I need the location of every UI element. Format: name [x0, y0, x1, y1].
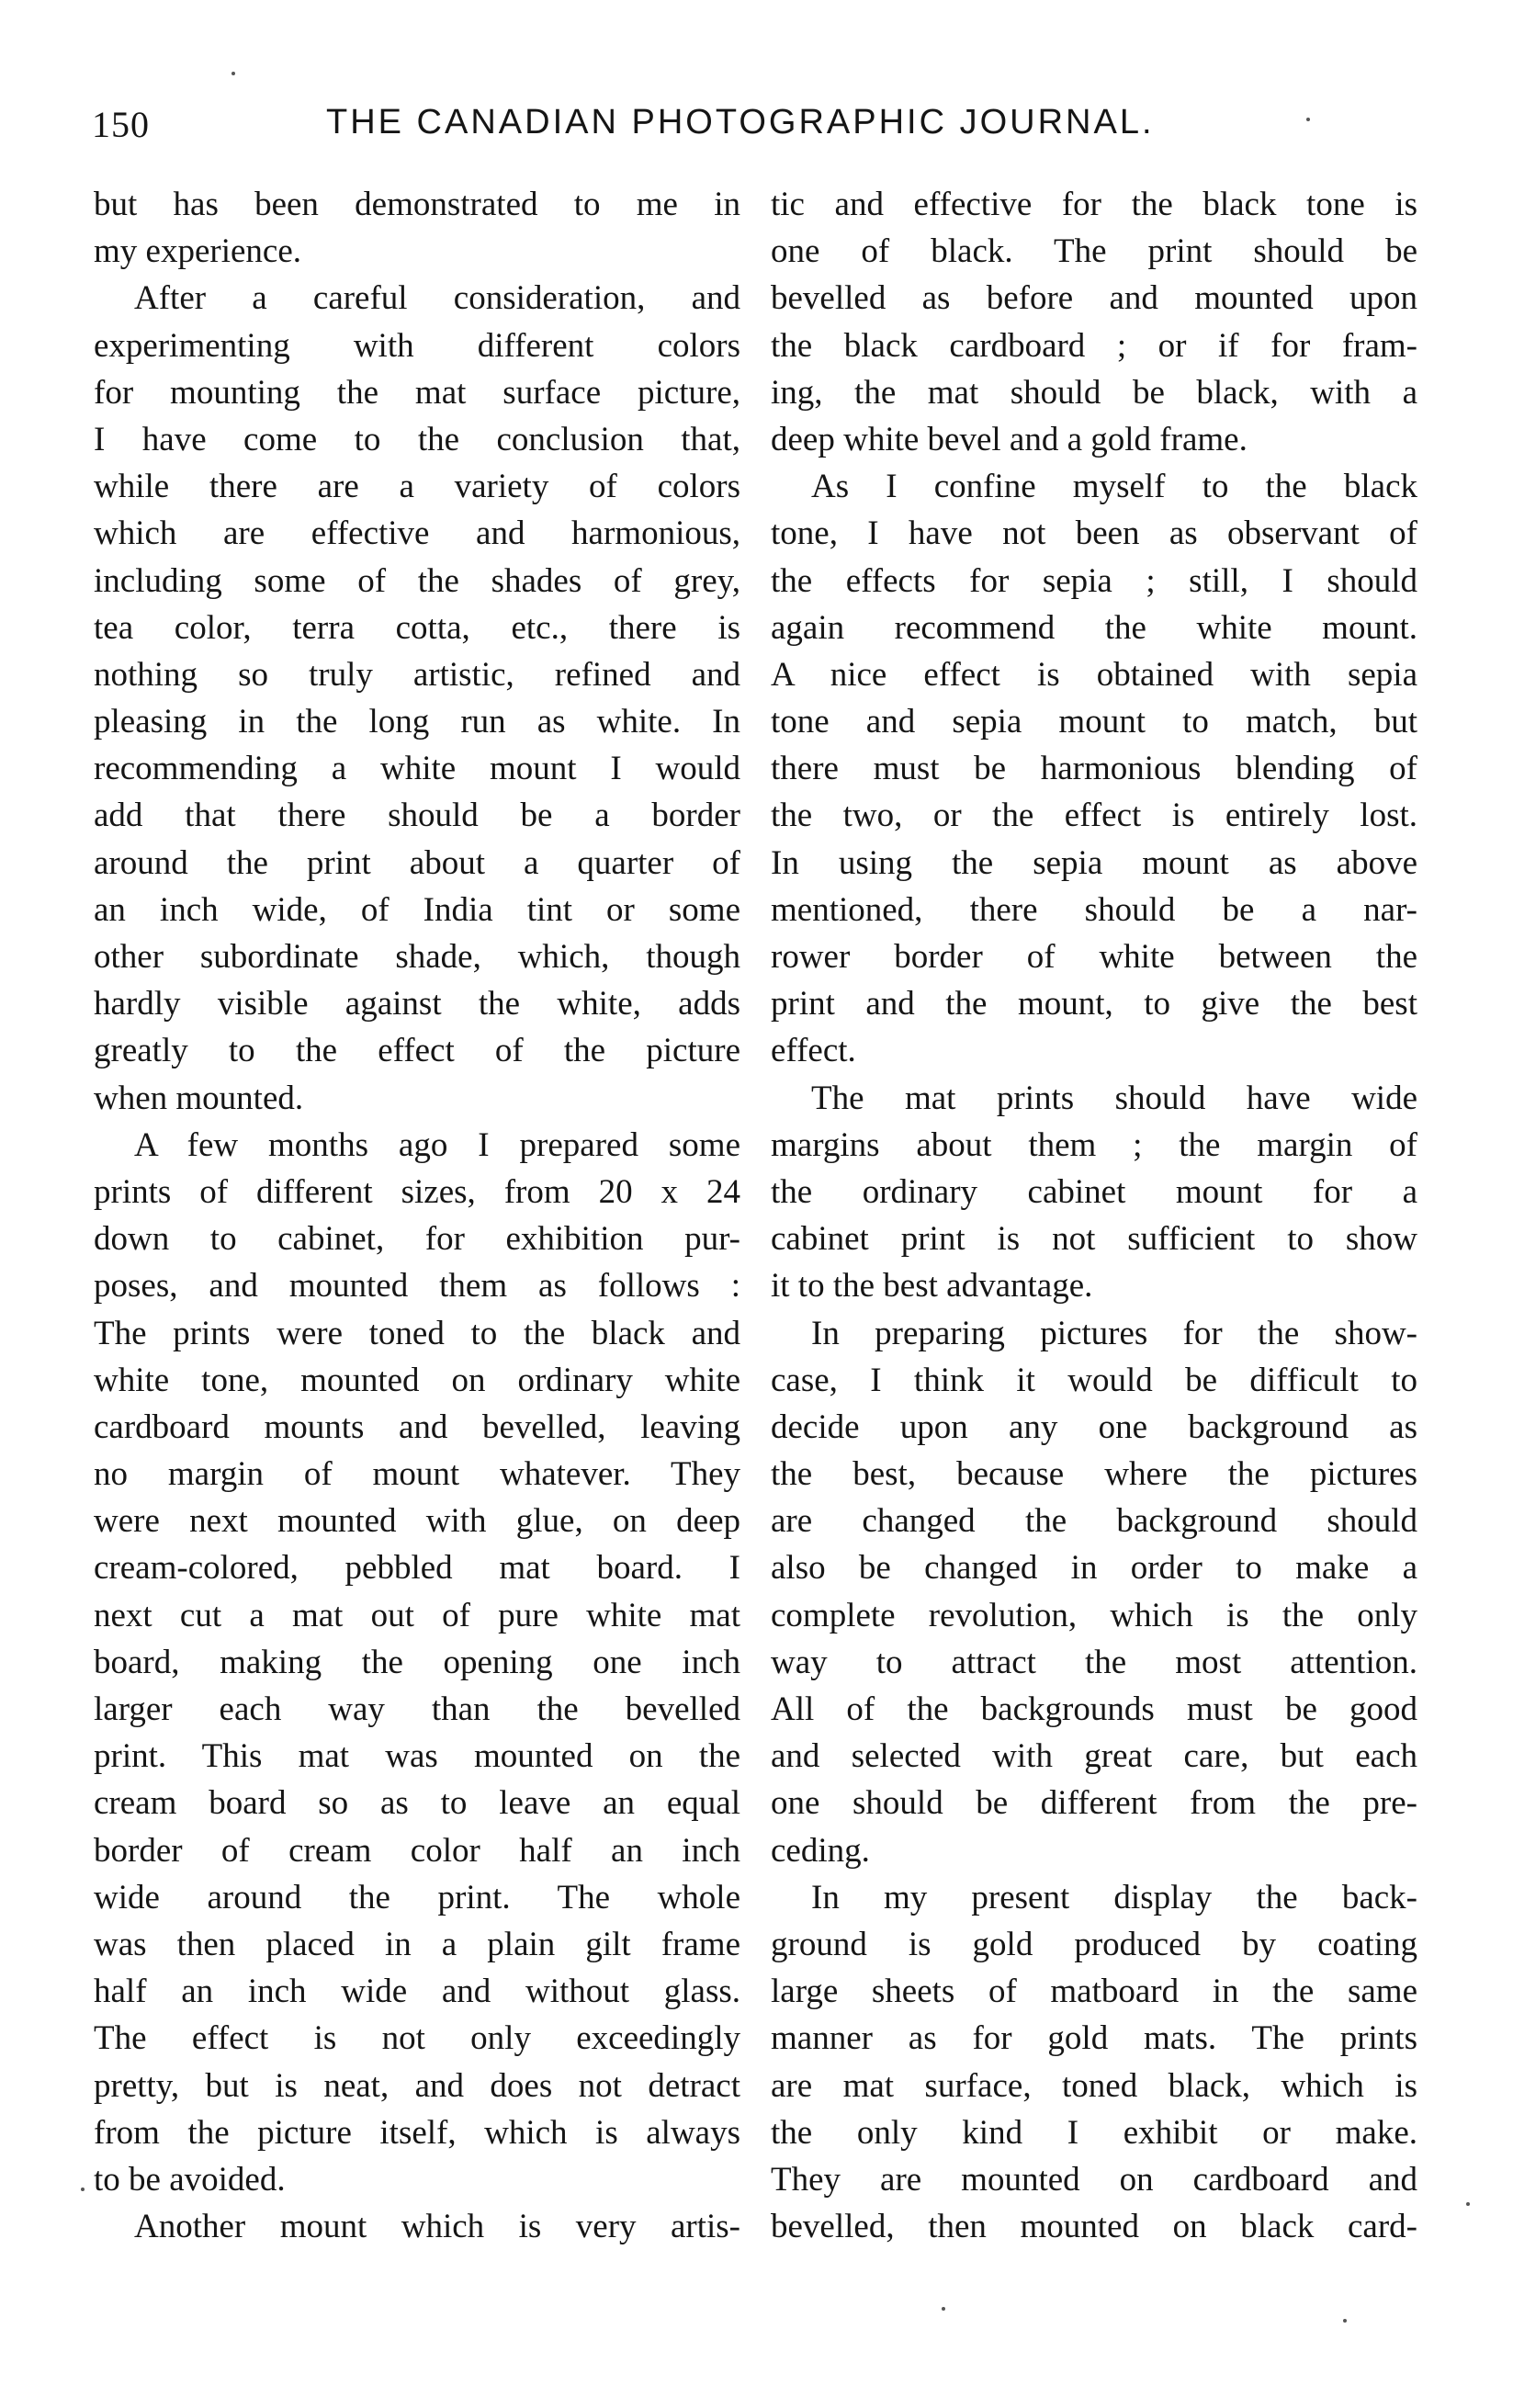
text-line: was then placed in a plain gilt frame [94, 1925, 740, 1963]
text-line: bevelled as before and mounted upon [771, 279, 1417, 318]
text-line: also be changed in order to make a [771, 1549, 1417, 1588]
text-line: tic and effective for the black tone is [771, 186, 1417, 223]
text-line: nothing so truly artistic, refined and [94, 655, 740, 694]
print-speck [1343, 2319, 1347, 2323]
text-line: while there are a variety of colors [94, 468, 740, 506]
text-line: down to cabinet, for exhibition pur- [94, 1220, 740, 1259]
text-line: the only kind I exhibit or make. [771, 2113, 1417, 2152]
page-number: 150 [92, 104, 150, 145]
text-column-left [94, 181, 740, 2250]
text-line: tea color, terra cotta, etc., there is [94, 608, 740, 647]
text-line: The mat prints should have wide [811, 1079, 1417, 1117]
text-line: poses, and mounted them as follows : [94, 1267, 740, 1306]
text-line: one should be different from the pre- [771, 1784, 1417, 1823]
text-line: the ordinary cabinet mount for a [771, 1172, 1417, 1211]
text-line: margins about them ; the margin of [771, 1125, 1417, 1164]
text-line: again recommend the white mount. [771, 608, 1417, 647]
text-line: which are effective and harmonious, [94, 514, 740, 553]
text-line: next cut a mat out of pure white mat [94, 1596, 740, 1634]
text-line: other subordinate shade, which, though [94, 938, 740, 976]
text-line: complete revolution, which is the only [771, 1596, 1417, 1634]
text-line: are changed the background should [771, 1502, 1417, 1541]
text-line: when mounted. [94, 1079, 304, 1117]
text-line: the black cardboard ; or if for fram- [771, 326, 1417, 365]
text-line: hardly visible against the white, adds [94, 985, 740, 1023]
text-line: In my present display the back- [811, 1878, 1417, 1916]
text-line: The prints were toned to the black and [94, 1314, 740, 1352]
text-line: print and the mount, to give the best [771, 985, 1417, 1023]
text-line: white tone, mounted on ordinary white [94, 1361, 740, 1399]
text-line: one of black. The print should be [771, 232, 1417, 271]
print-speck [81, 2188, 85, 2191]
text-line: All of the backgrounds must be good [771, 1690, 1417, 1728]
text-line: pleasing in the long run as white. In [94, 703, 740, 741]
text-line: and selected with great care, but each [771, 1737, 1417, 1776]
page-header [92, 103, 1424, 158]
text-line: decide upon any one background as [771, 1407, 1417, 1446]
text-line: are mat surface, toned black, which is [771, 2066, 1417, 2105]
text-line: large sheets of matboard in the same [771, 1973, 1417, 2011]
text-line: to be avoided. [94, 2160, 286, 2199]
text-line: ing, the mat should be black, with a [771, 373, 1417, 412]
text-line: rower border of white between the [771, 938, 1417, 976]
text-line: my experience. [94, 232, 301, 271]
text-line: cabinet print is not sufficient to show [771, 1220, 1417, 1259]
text-line: The effect is not only exceedingly [94, 2019, 740, 2058]
text-line: board, making the opening one inch [94, 1643, 740, 1681]
text-line: I have come to the conclusion that, [94, 420, 740, 458]
text-line: bevelled, then mounted on black card- [771, 2208, 1417, 2246]
text-line: A few months ago I prepared some [134, 1125, 740, 1164]
text-line: the two, or the effect is entirely lost. [771, 797, 1417, 835]
text-line: ground is gold produced by coating [771, 1925, 1417, 1963]
text-line: cream board so as to leave an equal [94, 1784, 740, 1823]
text-line: A nice effect is obtained with sepia [771, 655, 1417, 694]
text-line: from the picture itself, which is always [94, 2113, 740, 2152]
text-line: larger each way than the bevelled [94, 1690, 740, 1728]
text-line: print. This mat was mounted on the [94, 1737, 740, 1776]
text-line: but has been demonstrated to me in [94, 186, 740, 223]
print-speck [942, 2307, 945, 2311]
text-line: In preparing pictures for the show- [811, 1314, 1417, 1352]
text-line: were next mounted with glue, on deep [94, 1502, 740, 1541]
text-line: Another mount which is very artis- [134, 2208, 740, 2246]
text-line: As I confine myself to the black [811, 468, 1417, 506]
text-line: including some of the shades of grey, [94, 561, 740, 600]
text-line: tone, I have not been as observant of [771, 514, 1417, 553]
text-line: wide around the print. The whole [94, 1878, 740, 1916]
text-line: pretty, but is neat, and does not detract [94, 2066, 740, 2105]
text-line: the best, because where the pictures [771, 1455, 1417, 1494]
text-line: experimenting with different colors [94, 326, 740, 365]
text-line: there must be harmonious blending of [771, 750, 1417, 788]
text-line: it to the best advantage. [771, 1267, 1093, 1306]
journal-title: THE CANADIAN PHOTOGRAPHIC JOURNAL. [326, 103, 1155, 141]
text-line: mentioned, there should be a nar- [771, 890, 1417, 929]
print-speck [231, 72, 235, 75]
text-line: case, I think it would be difficult to [771, 1361, 1417, 1399]
text-line: prints of different sizes, from 20 x 24 [94, 1172, 740, 1211]
text-line: cream-colored, pebbled mat board. I [94, 1549, 740, 1588]
text-line: add that there should be a border [94, 797, 740, 835]
text-line: recommending a white mount I would [94, 750, 740, 788]
text-line: cardboard mounts and bevelled, leaving [94, 1407, 740, 1446]
text-line: an inch wide, of India tint or some [94, 890, 740, 929]
text-line: greatly to the effect of the picture [94, 1032, 740, 1070]
print-speck [1466, 2202, 1470, 2206]
text-line: They are mounted on cardboard and [771, 2160, 1417, 2199]
text-line: effect. [771, 1032, 856, 1070]
text-line: In using the sepia mount as above [771, 843, 1417, 882]
text-line: manner as for gold mats. The prints [771, 2019, 1417, 2058]
print-speck [1306, 118, 1310, 121]
text-line: around the print about a quarter of [94, 843, 740, 882]
text-line: for mounting the mat surface picture, [94, 373, 740, 412]
text-line: way to attract the most attention. [771, 1643, 1417, 1681]
text-line: After a careful consideration, and [134, 279, 740, 318]
text-line: tone and sepia mount to match, but [771, 703, 1417, 741]
text-line: the effects for sepia ; still, I should [771, 561, 1417, 600]
text-line: ceding. [771, 1831, 870, 1870]
text-line: no margin of mount whatever. They [94, 1455, 740, 1494]
text-column-right [771, 181, 1417, 2250]
text-line: border of cream color half an inch [94, 1831, 740, 1870]
text-line: deep white bevel and a gold frame. [771, 420, 1248, 458]
text-line: half an inch wide and without glass. [94, 1973, 740, 2011]
